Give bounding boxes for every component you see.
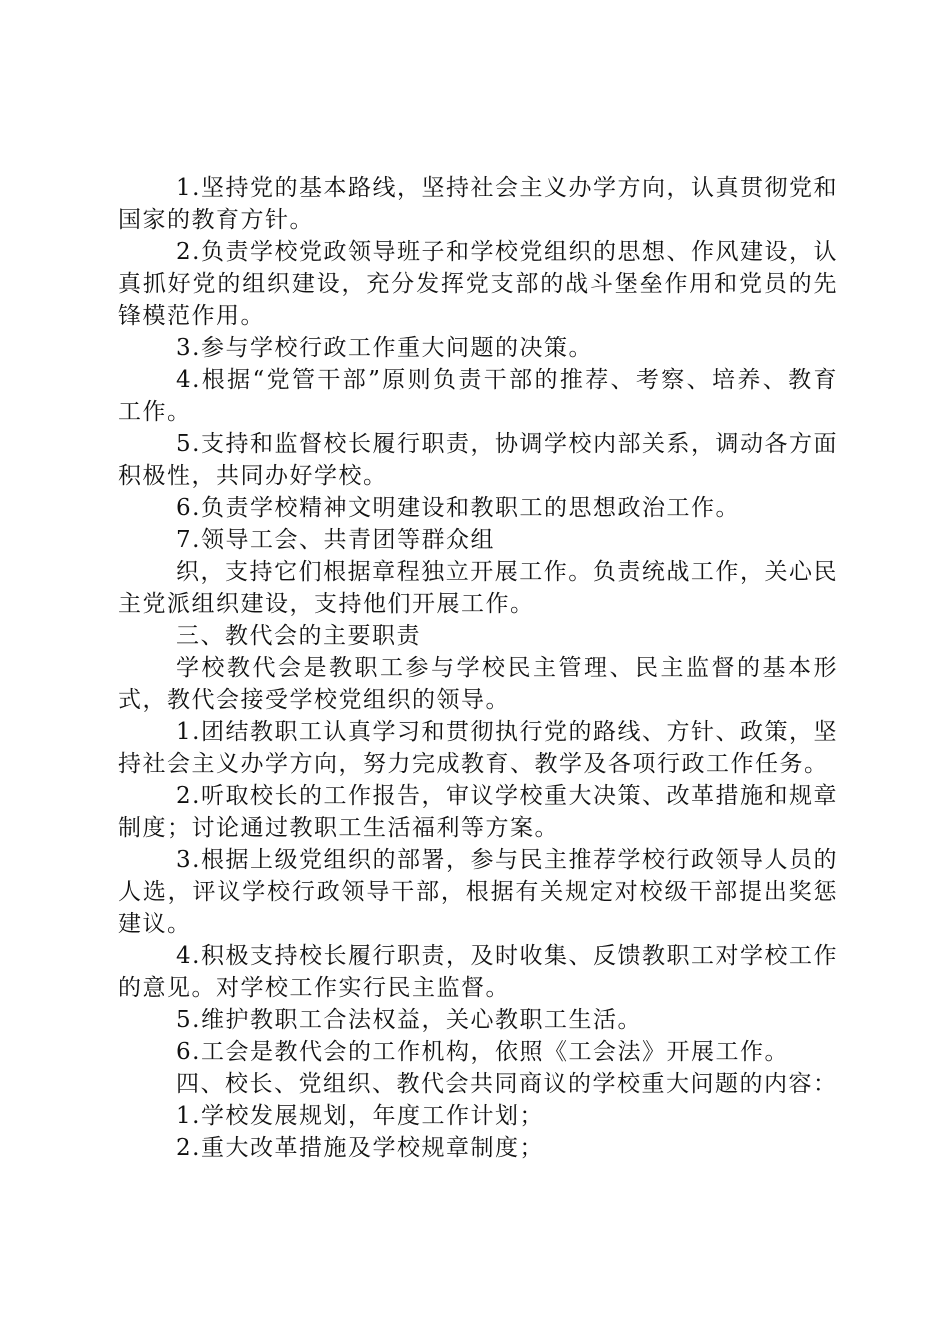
paragraph-mass-organizations: 7.领导工会、共青团等群众组 — [176, 527, 495, 553]
paragraph-party-line: 1.坚持党的基本路线，坚持社会主义办学方向，认真贯彻党和国家的教育方针。 — [118, 175, 838, 233]
paragraph-congress-rights: 5.维护教职工合法权益，关心教职工生活。 — [176, 1007, 642, 1033]
paragraph-congress-unite: 1.团结教职工认真学习和贯彻执行党的路线、方针、政策，坚持社会主义办学方向，努力完成教育、教学及各项行政工作任务。 — [118, 719, 838, 777]
paragraph-reform-measures: 2.重大改革措施及学校规章制度； — [176, 1135, 544, 1161]
paragraph-cadre-management: 4.根据“党管干部”原则负责干部的推荐、考察、培养、教育工作。 — [118, 367, 838, 425]
paragraph-congress-supervise: 4.积极支持校长履行职责，及时收集、反馈教职工对学校工作的意见。对学校工作实行民主监督。 — [118, 943, 838, 1001]
paragraph-congress-intro: 学校教代会是教职工参与学校民主管理、民主监督的基本形式，教代会接受学校党组织的领导。 — [118, 655, 838, 713]
paragraph-congress-union: 6.工会是教代会的工作机构，依照《工会法》开展工作。 — [176, 1039, 789, 1065]
paragraph-party-building: 2.负责学校党政领导班子和学校党组织的思想、作风建设，认真抓好党的组织建设，充分发挥党支部的战斗堡垒作用和党员的先锋模范作用。 — [118, 239, 838, 329]
paragraph-support-principal: 5.支持和监督校长履行职责，协调学校内部关系，调动各方面积极性，共同办好学校。 — [118, 431, 838, 489]
paragraph-mass-organizations-cont: 织，支持它们根据章程独立开展工作。负责统战工作，关心民主党派组织建设，支持他们开展工作。 — [118, 559, 838, 617]
paragraph-congress-report: 2.听取校长的工作报告，审议学校重大决策、改革措施和规章制度；讨论通过教职工生活福利等方案。 — [118, 783, 838, 841]
section-heading-congress-duties: 三、教代会的主要职责 — [176, 623, 421, 649]
paragraph-congress-recommend: 3.根据上级党组织的部署，参与民主推荐学校行政领导人员的人选，评议学校行政领导干部，根据有关规定对校级干部提出奖惩建议。 — [118, 847, 838, 937]
paragraph-spiritual-civilization: 6.负责学校精神文明建设和教职工的思想政治工作。 — [176, 495, 740, 521]
section-heading-major-issues: 四、校长、党组织、教代会共同商议的学校重大问题的内容： — [176, 1071, 838, 1097]
paragraph-development-plan: 1.学校发展规划，年度工作计划； — [176, 1103, 544, 1129]
paragraph-decision-participation: 3.参与学校行政工作重大问题的决策。 — [176, 335, 593, 361]
document-body — [118, 172, 838, 1164]
